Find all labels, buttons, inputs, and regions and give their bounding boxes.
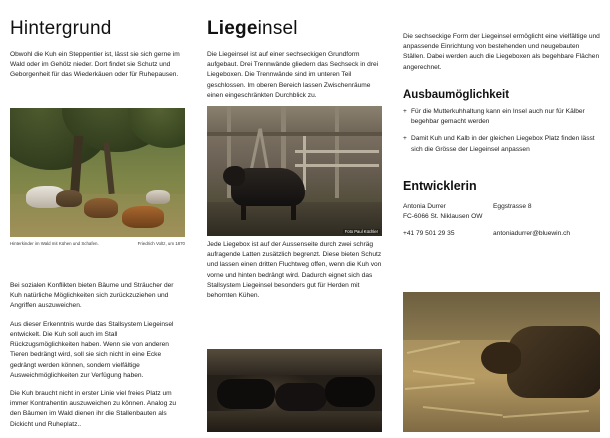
pasture-cows-under-tree-photo — [10, 108, 185, 237]
contact-name-row — [403, 202, 600, 213]
straw-strand-2 — [413, 370, 475, 381]
left-paragraph-4: Die Kuh braucht nicht in erster Linie viel freies Platz um immer Kontrahentin auszuweichen zu können. Analog zu den Bäumen im Wald dienen ihr die Stallenbauten als Dickicht und Ruheplatz.. — [10, 389, 177, 428]
barn-crossbeam-upper — [207, 132, 382, 136]
caption-credit: Friedrich Voltz, um 1870 — [137, 241, 185, 246]
bullet-plus-icon: + — [403, 135, 407, 143]
left-paragraph-2: Bei sozialen Konflikten bieten Bäume und Sträucher der Kuh natürliche Möglichkeiten sich zurückzuziehen und Angriffen auszuweichen. — [10, 282, 174, 310]
section-title-entwicklerin: Entwicklerin — [403, 178, 477, 193]
left-paragraph-1: Obwohl die Kuh ein Steppentier ist, lässt sie sich gerne im Wald oder im Gehölz nieder. Dort findet sie Schutz und Geborgenheit für das Wiederkäuen oder für Ruhepausen. — [10, 51, 180, 79]
middle-after-paragraph: Jede Liegebox ist auf der Aussenseite durch zwei schräg aufragende Latten zusätzlich begrenzt. Diese bieten Schutz und lassen einen dritten Fluchtweg offen, wenn die Kuh von vorne und hinten bedrängt wird. Dadurch eignet sich das Stallsystem Liegeinsel besonders gut für Herden mit behornten Kühen. — [207, 241, 382, 300]
cow-brown-mid — [56, 190, 82, 207]
black-cow-leg-1 — [241, 202, 246, 220]
contact-name: Antonia Durrer — [403, 202, 446, 210]
list-item-label: Für die Mutterkuhhaltung kann ein Insel auch nur für Kälber begehbar gemacht werden — [411, 107, 585, 126]
dark-cow-3 — [325, 377, 375, 407]
middle-lower-text — [207, 240, 382, 309]
contact-phone-row — [403, 229, 600, 240]
list-item-label: Damit Kuh und Kalb in der gleichen Liegebox Platz finden lässt sich die Grösse der Liegeinsel anpassen — [411, 135, 595, 153]
barn-rail-2 — [295, 164, 379, 167]
dark-barn-cows-photo — [207, 349, 382, 432]
title-part-bold: Liege — [207, 18, 258, 39]
left-image-caption — [10, 239, 185, 246]
left-paragraph-3: Aus dieser Erkenntnis wurde das Stallsystem Liegeinsel entwickelt. Die Kuh soll auch im Stall Rückzugsmöglichkeiten haben. Wenn sie von anderen Tieren bedrängt wird, soll sie sich nicht in eine Ecke gedrängt werden können, sondern vielfältige Ausweichmöglichkeiten zur Verfügung haben. — [10, 320, 174, 379]
column-left — [10, 18, 185, 89]
straw-strand-4 — [423, 406, 503, 416]
photo-credit-label: Foto Paul Küchler — [344, 229, 378, 234]
barn-rail-vert — [303, 136, 306, 190]
black-cow-head — [223, 166, 245, 186]
calf-head — [481, 342, 521, 374]
bullet-plus-icon: + — [403, 107, 407, 115]
dark-barn-upper-wall — [207, 349, 382, 375]
middle-intro-paragraph: Die Liegeinsel ist auf einer sechseckigen Grundform aufgebaut. Drei Trennwände gliedern das Sechseck in drei Liegeboxen. Die Trennwände sind im unteren Teil geschlossen. Im oberen Bereich lassen Zwischenräume einen eingeschränkten Durchblick zu. — [207, 51, 379, 99]
straw-strand-5 — [503, 410, 589, 418]
caption-text: Hinterkinder im Wald mit Kühen und Schafen. — [10, 241, 99, 246]
cow-brown-right — [84, 198, 118, 218]
cow-lying-foreground — [122, 206, 164, 228]
dark-cow-2 — [275, 383, 327, 411]
column-middle — [207, 18, 382, 109]
page-title-hintergrund: Hintergrund — [10, 18, 112, 39]
sheep-right — [146, 190, 170, 204]
contact-phone: +41 79 501 29 35 — [403, 230, 455, 238]
dark-barn-floor — [207, 411, 382, 432]
title-part-light: insel — [257, 18, 298, 39]
list-item — [403, 134, 600, 154]
contact-email[interactable]: antoniadurrer@bluewin.ch — [493, 230, 571, 238]
dark-cow-1 — [217, 379, 275, 409]
list-item — [403, 107, 600, 127]
section-title-ausbaumoeglichkeit: Ausbaumöglichkeit — [403, 88, 510, 101]
straw-strand-1 — [407, 341, 460, 354]
column-right — [403, 18, 600, 240]
contact-street: Eggstrasse 8 — [493, 202, 532, 210]
left-lower-text — [10, 281, 185, 438]
straw-strand-3 — [405, 382, 475, 390]
black-cow-leg-2 — [291, 202, 296, 220]
right-intro-paragraph: Die sechseckige Form der Liegeinsel ermöglicht eine vielfältige und anpassende Einrichtung von bestehenden und neugebauten Ställen. Dabei werden auch die Liegeboxen als begehbare Flächen angerechnet. — [403, 33, 600, 71]
liegeinsel-barn-interior-photo — [207, 106, 382, 236]
contact-city: FC-6066 St. Niklausen OW — [403, 213, 483, 221]
calf-in-straw-photo — [403, 292, 600, 432]
page-title-liegeinsel — [207, 18, 382, 40]
barn-rail-1 — [295, 150, 379, 153]
ausbau-bullet-list — [403, 107, 600, 155]
